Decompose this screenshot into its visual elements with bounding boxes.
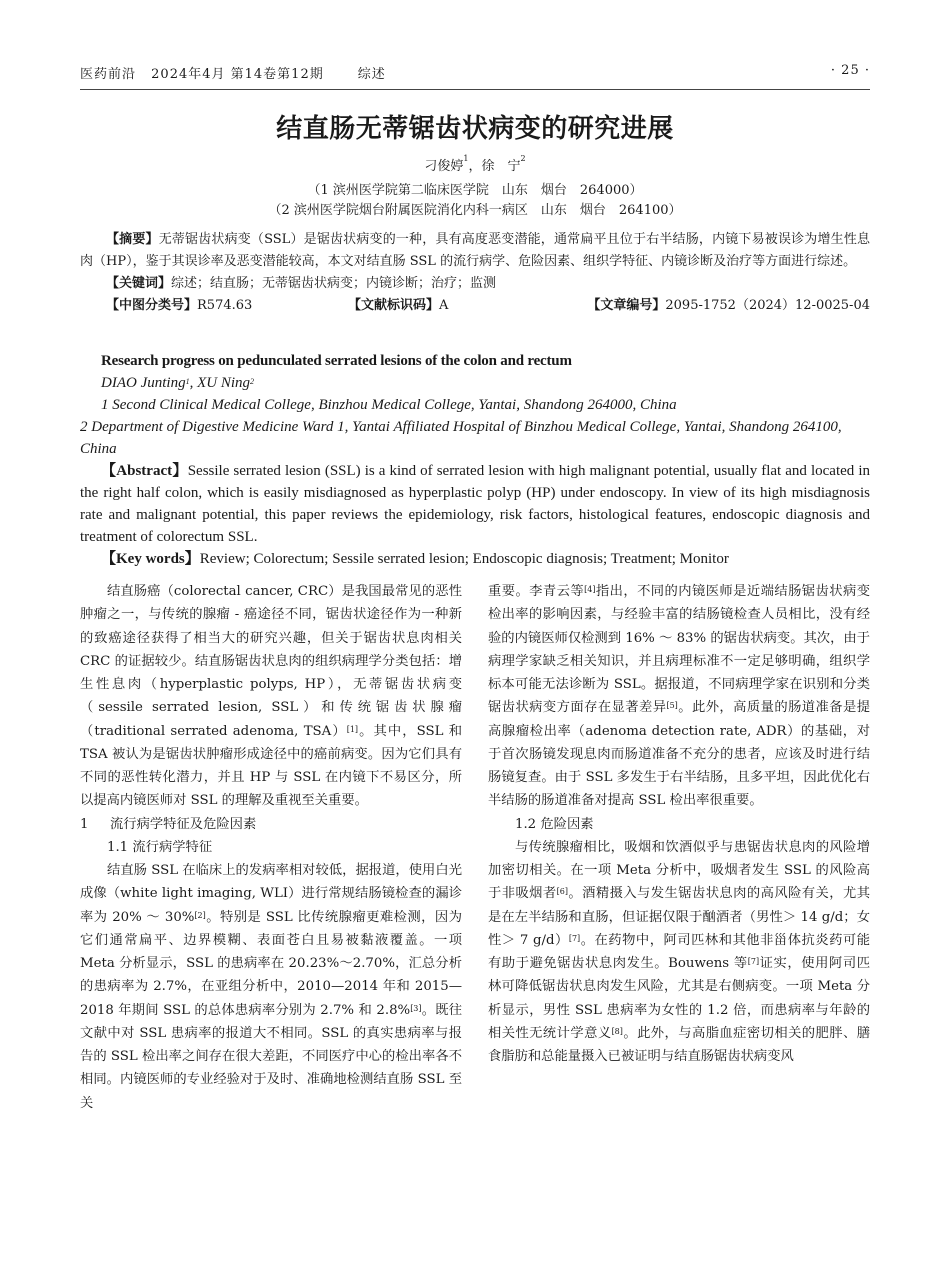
author-affil-sup: 2 <box>520 154 526 163</box>
english-abstract-block <box>80 350 870 570</box>
author-line: 刁俊婷$^1$，徐 宁$^2$ <box>424 154 526 174</box>
running-head-left <box>80 63 386 82</box>
header-rule <box>80 89 870 90</box>
clc-number: 【中图分类号】R574.63 <box>106 298 253 313</box>
journal-issue: 2024年4月 第14卷第12期 <box>151 67 324 82</box>
author-affil-sup: 1 <box>463 154 469 163</box>
keywords-cn <box>80 273 870 295</box>
author-name: 徐 宁 <box>481 159 521 174</box>
english-affiliation-2: 2 Department of Digestive Medicine Ward 1, Yantai Affiliated Hospital of Binzhou Medical College, Yantai, Shandong 264100, China <box>80 419 842 457</box>
english-title: Research progress on pedunculated serrated lesions of the colon and rectum <box>101 353 572 369</box>
english-abstract: 【Abstract】Sessile serrated lesion (SSL) is a kind of serrated lesion with high malignant potential, usually flat and located in the right half colon, which is easily misdiagnosed as hyperplastic polyp (HP) under endoscopy. In view of its high misdiagnosis rate and malignant potential, this paper reviews the epidemiology, risk factors, histological features, endoscopic diagnosis and treatment of colorectum SSL. <box>80 463 870 545</box>
chinese-abstract-block <box>80 229 870 317</box>
affiliation-2: （2 滨州医学院烟台附属医院消化内科一病区 山东 烟台 264100） <box>268 203 682 218</box>
english-affiliation-1: 1 Second Clinical Medical College, Binzhou Medical College, Yantai, Shandong 264000, China <box>101 397 677 413</box>
subsection-heading: 1.2 危险因素 <box>515 816 594 832</box>
keywords-label: 【关键词】 <box>106 276 172 291</box>
english-authors: DIAO Junting$^1$, XU Ning$^2$ <box>101 375 254 391</box>
body-paragraph: 结直肠癌（colorectal cancer, CRC）是我国最常见的恶性肿瘤之一，与传统的腺瘤 - 癌途径不同，锯齿状途径作为一种新的致癌途径获得了相当大的研究兴趣，但关于锯齿状息肉相关 CRC 的证据较少。结直肠锯齿状息肉的组织病理学分类包括：增生性息肉（hyperplastic polyps, HP），无蒂锯齿状病变（sessile serrated lesion, SSL）和传统锯齿状腺瘤（traditional serrated adenoma, TSA）[1]。其中，SSL 和 TSA 被认为是锯齿状肿瘤形成途径中的癌前病变。因为它们具有不同的恶性转化潜力，并且 HP 与 SSL 在内镜下不易区分，所以提高内镜医师对 SSL 的理解及重视至关重要。 <box>80 584 462 809</box>
english-keywords: 【Key words】Review; Colorectum; Sessile serrated lesion; Endoscopic diagnosis; Treatment; Monitor <box>101 551 729 567</box>
article-number: 【文章编号】2095-1752（2024）12-0025-04 <box>587 298 870 313</box>
body-column-left <box>80 580 462 1115</box>
running-head <box>80 63 870 85</box>
abstract-text: 无蒂锯齿状病变（SSL）是锯齿状病变的一种，具有高度恶变潜能，通常扁平且位于右半结肠，内镜下易被误诊为增生性息肉（HP），鉴于其误诊率及恶变潜能较高，本文对结直肠 SSL 的流行病学、危险因素、组织学特征、内镜诊断及治疗等方面进行综述。 <box>80 232 870 269</box>
abstract-label: 【摘要】 <box>106 232 159 247</box>
body-column-right <box>488 580 870 1068</box>
article-title: 结直肠无蒂锯齿状病变的研究进展 <box>276 114 674 144</box>
body-paragraph: 与传统腺瘤相比，吸烟和饮酒似乎与患锯齿状息肉的风险增加密切相关。在一项 Meta 分析中，吸烟者发生 SSL 的风险高于非吸烟者[6]。酒精摄入与发生锯齿状息肉的高风险有关，尤其是在左半结肠和直肠，但证据仅限于酗酒者（男性＞ 14 g/d；女性＞ 7 g/d）[7]。在药物中，阿司匹林和其他非甾体抗炎药可能有助于避免锯齿状息肉发生。Bouwens 等[7]证实，使用阿司匹林可降低锯齿状息肉发生风险，尤其是右侧病变。一项 Meta 分析显示，男性 SSL 患病率为女性的 1.2 倍，而患病率与年龄的相关性无统计学意义[8]。此外，与高脂血症密切相关的肥胖、膳食脂肪和总能量摄入已被证明与结直肠锯齿状病变风 <box>488 839 871 1064</box>
abstract-cn <box>80 229 870 273</box>
body-paragraph: 结直肠 SSL 在临床上的发病率相对较低，据报道，使用白光成像（white light imaging, WLI）进行常规结肠镜检查的漏诊率为 20% ～ 30%[2]。特别是 SSL 比传统腺瘤更难检测，因为它们通常扁平、边界模糊、表面苍白且易被黏液覆盖。一项 Meta 分析显示，SSL 的患病率在 20.23%～2.70%，汇总分析的患病率为 2.7%，在亚组分析中，2010—2014 年和 2015—2018 年期间 SSL 的总体患病率分别为 2.7% 和 2.8%[3]。既往文献中对 SSL 患病率的报道大不相同。SSL 的真实患病率与报告的 SSL 检出率之间存在很大差距，不同医疗中心的检出率各不相同。内镜医师的专业经验对于及时、准确地检测结直肠 SSL 至关 <box>80 863 463 1111</box>
section-heading: 1 流行病学特征及危险因素 <box>80 816 257 832</box>
journal-name: 医药前沿 <box>80 67 137 82</box>
document-code: 【文献标识码】A <box>348 298 449 313</box>
author-name: 刁俊婷 <box>424 159 464 174</box>
body-paragraph: 重要。李青云等[4]指出，不同的内镜医师是近端结肠锯齿状病变检出率的影响因素，与经验丰富的结肠镜检查人员相比，没有经验的内镜医师仅检测到 16% ～ 83% 的锯齿状病变。其次，由于病理学家缺乏相关知识，并且病理标准不一定足够明确，组织学标本可能无法诊断为 SSL。据报道，不同病理学家在识别和分类锯齿状病变方面存在显著差异[5]。此外，高质量的肠道准备是提高腺瘤检出率（adenoma detection rate, ADR）的基础，对于首次肠镜发现息肉而肠道准备不充分的患者，应该及时进行结肠镜复查。由于 SSL 多发生于右半结肠，且多平坦，因此优化右半结肠的肠道准备对提高 SSL 检出率很重要。 <box>488 584 871 809</box>
subsection-heading: 1.1 流行病学特征 <box>107 839 213 855</box>
section-name: 综述 <box>357 67 386 82</box>
keywords-text: 综述；结直肠；无蒂锯齿状病变；内镜诊断；治疗；监测 <box>171 276 497 291</box>
classification-row <box>80 295 870 317</box>
page-number: · 25 · <box>830 63 870 78</box>
affiliation-1: （1 滨州医学院第二临床医学院 山东 烟台 264000） <box>307 183 643 198</box>
